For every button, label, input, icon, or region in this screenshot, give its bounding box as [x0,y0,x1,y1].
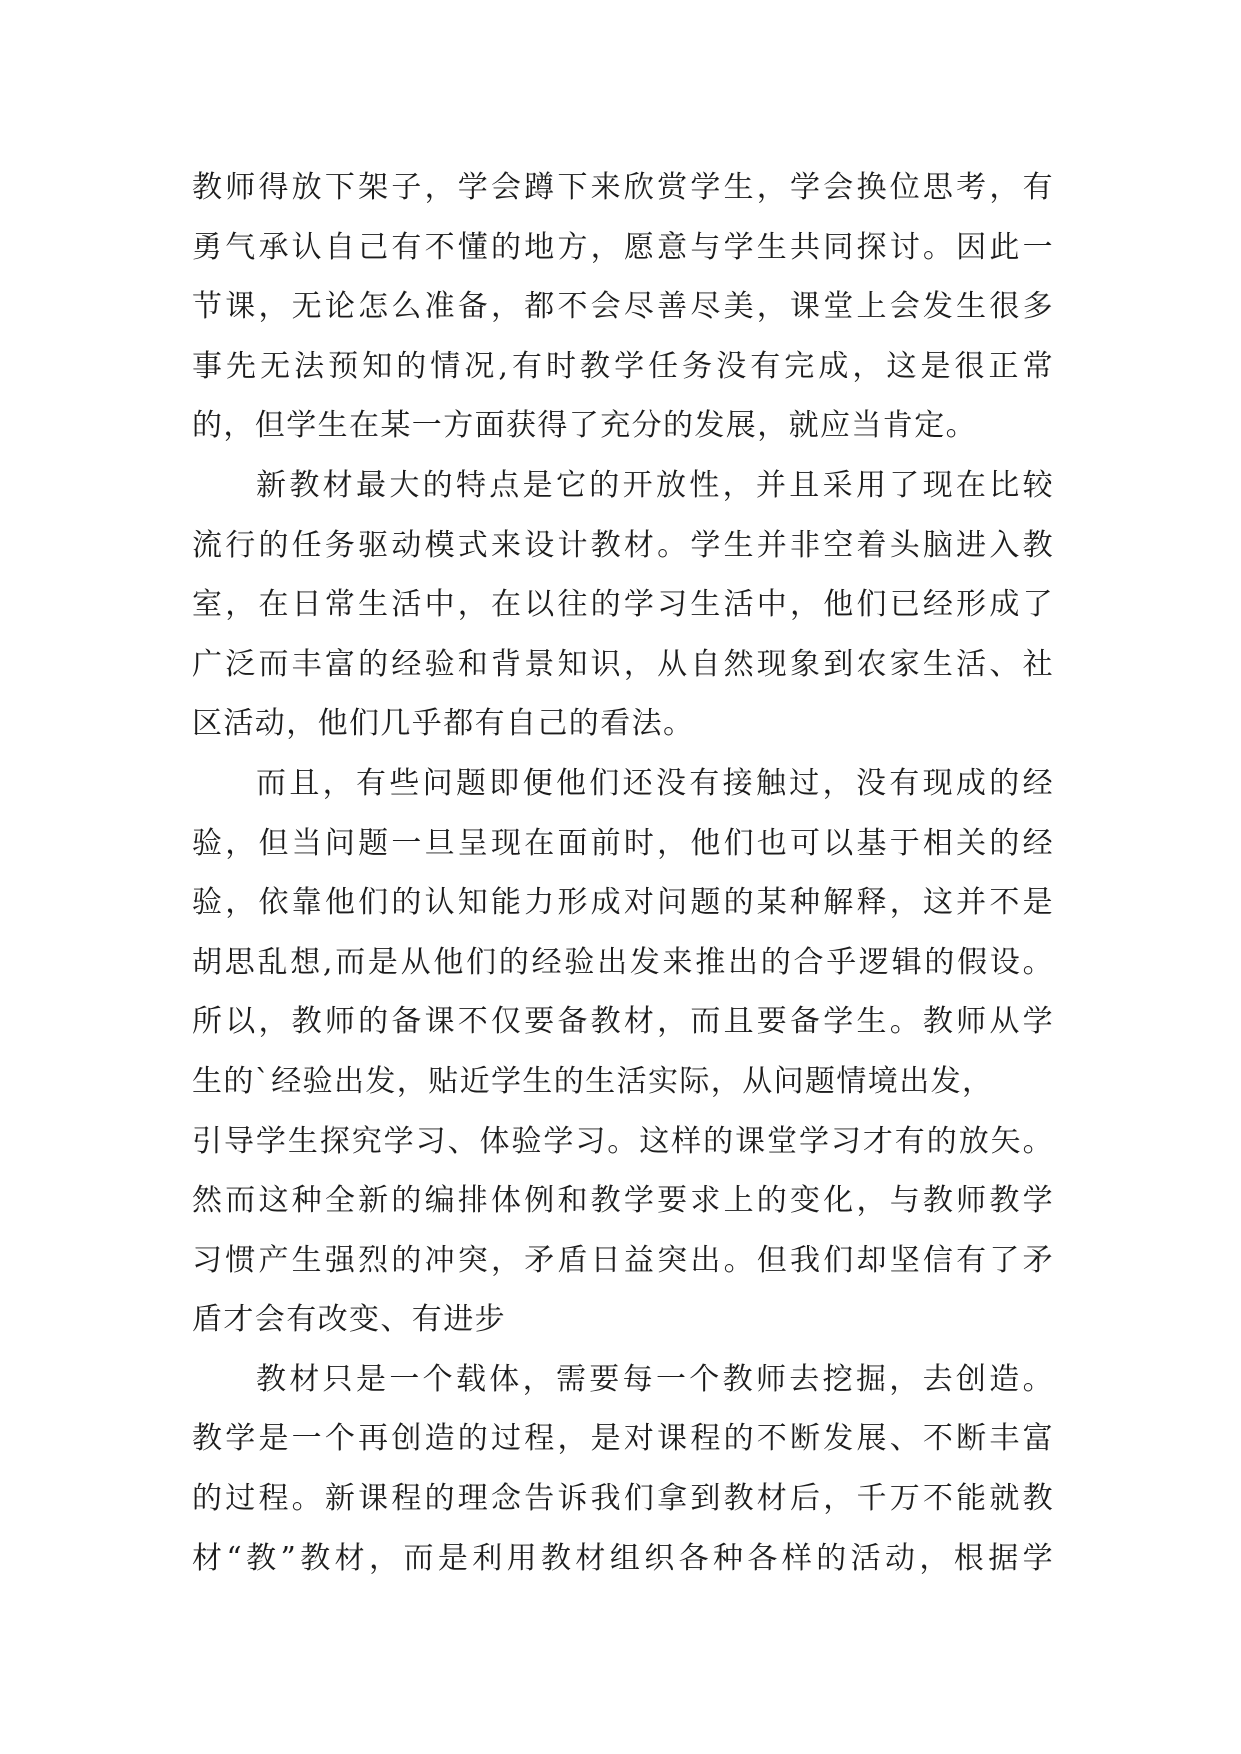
text-line: 勇气承认自己有不懂的地方，愿意与学生共同探讨。因此一 [192,229,1054,265]
text-line: 广泛而丰富的经验和背景知识，从自然现象到农家生活、社 [192,646,1054,682]
text-line: 然而这种全新的编排体例和教学要求上的变化，与教师教学 [192,1183,1054,1219]
text-line: 引导学生探究学习、体验学习。这样的课堂学习才有的放矢。 [192,1123,1054,1159]
text-line: 节课，无论怎么准备，都不会尽善尽美，课堂上会发生很多 [192,289,1054,325]
paragraph-2 [192,456,1054,754]
paragraph-4 [192,1350,1054,1588]
text-line: 区活动，他们几乎都有自己的看法。 [192,706,695,742]
paragraph-3 [192,754,1054,1350]
paragraph-1 [192,158,1054,456]
text-line: 生的`经验出发，贴近学生的生活实际，从问题情境出发， [192,1063,994,1099]
text-line: 验，依靠他们的认知能力形成对问题的某种解释，这并不是 [192,885,1054,921]
text-line: 教师得放下架子，学会蹲下来欣赏学生，学会换位思考，有 [192,170,1054,205]
text-line: 胡思乱想,而是从他们的经验出发来推出的合乎逻辑的假设。 [192,944,1054,980]
text-line: 流行的任务驱动模式来设计教材。学生并非空着头脑进入教 [192,527,1054,563]
text-line: 的，但学生在某一方面获得了充分的发展，就应当肯定。 [192,408,977,444]
text-line: 教学是一个再创造的过程，是对课程的不断发展、不断丰富 [192,1421,1054,1457]
text-line: 教材只是一个载体，需要每一个教师去挖掘，去创造。 [256,1361,1054,1397]
text-line: 习惯产生强烈的冲突，矛盾日益突出。但我们却坚信有了矛 [192,1242,1054,1278]
text-line: 验，但当问题一旦呈现在面前时，他们也可以基于相关的经 [192,825,1054,861]
text-line: 盾才会有改变、有进步 [192,1302,506,1338]
text-line: 的过程。新课程的理念告诉我们拿到教材后，千万不能就教 [192,1481,1054,1517]
document-body [192,158,1054,1588]
text-line: 事先无法预知的情况,有时教学任务没有完成，这是很正常 [192,348,1054,384]
text-line: 而且，有些问题即便他们还没有接触过，没有现成的经 [256,765,1054,801]
text-line: 新教材最大的特点是它的开放性，并且采用了现在比较 [256,467,1054,503]
text-line: 所以，教师的备课不仅要备教材，而且要备学生。教师从学 [192,1004,1054,1040]
text-line: 材“教”教材，而是利用教材组织各种各样的活动，根据学 [192,1540,1054,1576]
text-line: 室，在日常生活中，在以往的学习生活中，他们已经形成了 [192,587,1054,623]
